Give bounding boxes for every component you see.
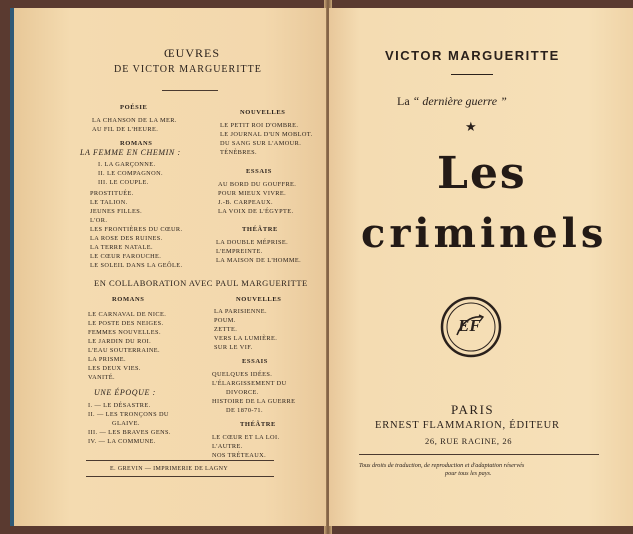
list-item: III. — LES BRAVES GENS.	[88, 429, 171, 436]
rights-line-2: pour tous les pays.	[445, 470, 492, 477]
list-item: I. LA GARÇONNE.	[98, 161, 156, 168]
left-page	[10, 8, 326, 526]
printer-rule	[86, 460, 274, 461]
list-item: LE PETIT ROI D'OMBRE.	[220, 122, 299, 129]
works-subheading: DE VICTOR MARGUERITTE	[114, 64, 262, 75]
title-line-2: criminels	[361, 210, 608, 257]
list-item: JEUNES FILLES.	[90, 208, 143, 215]
list-item: LA ROSE DES RUINES.	[90, 235, 163, 242]
list-item: LES DEUX VIES.	[88, 365, 141, 372]
list-item: PROSTITUÉE.	[90, 190, 134, 197]
right-page	[329, 8, 633, 526]
list-item: POUR MIEUX VIVRE.	[218, 190, 287, 197]
list-item: II. — LES TRONÇONS DU	[88, 411, 169, 418]
list-item: ZETTE.	[214, 326, 238, 333]
imprint-address: 26, RUE RACINE, 26	[425, 436, 513, 446]
title-line-1: Les	[437, 148, 527, 199]
list-item: TÉNÈBRES.	[220, 149, 258, 156]
list-item: LE CŒUR ET LA LOI.	[212, 434, 280, 441]
section-title: THÉÂTRE	[242, 226, 278, 233]
works-heading: ŒUVRES	[164, 46, 221, 60]
list-item: LA TERRE NATALE.	[90, 244, 153, 251]
list-item: SUR LE VIF.	[214, 344, 253, 351]
imprint-rule	[359, 454, 599, 455]
list-item: LA PARISIENNE.	[214, 308, 267, 315]
list-item: III. LE COUPLE.	[98, 179, 149, 186]
rights-line-1: Tous droits de traduction, de reproduction et d'adaptation réservés	[359, 462, 525, 469]
series-subtitle: LA FEMME EN CHEMIN :	[80, 148, 181, 157]
list-item: GLAIVE.	[112, 420, 140, 427]
list-item: DE 1870-71.	[226, 407, 263, 414]
list-item: VERS LA LUMIÈRE.	[214, 335, 278, 342]
list-item: QUELQUES IDÉES.	[212, 371, 273, 378]
list-item: LE JARDIN DU ROI.	[88, 338, 152, 345]
list-item: LE CŒUR FAROUCHE.	[90, 253, 162, 260]
imprint-publisher: ERNEST FLAMMARION, ÉDITEUR	[375, 420, 560, 431]
list-item: II. LE COMPAGNON.	[98, 170, 163, 177]
heading-rule	[162, 90, 218, 91]
list-item: I. — LE DÉSASTRE.	[88, 402, 151, 409]
list-item: J.-B. CARPEAUX.	[218, 199, 273, 206]
printer-line: E. GREVIN — IMPRIMERIE DE LAGNY	[110, 466, 229, 472]
section-title: POÉSIE	[120, 104, 148, 111]
list-item: LE SOLEIL DANS LA GEÔLE.	[90, 262, 183, 269]
section-title: NOUVELLES	[236, 296, 282, 303]
series-line	[397, 94, 507, 109]
list-item: LE TALION.	[90, 199, 128, 206]
list-item: AU BORD DU GOUFFRE.	[218, 181, 297, 188]
author-name: VICTOR MARGUERITTE	[385, 48, 560, 63]
list-item: LE CARNAVAL DE NICE.	[88, 311, 167, 318]
series-title: “ dernière guerre ”	[412, 94, 507, 108]
series-subtitle: UNE ÉPOQUE :	[94, 388, 156, 397]
section-title: THÉÂTRE	[240, 421, 276, 428]
list-item: L'EMPREINTE.	[216, 248, 263, 255]
collaboration-line: EN COLLABORATION AVEC PAUL MARGUERITTE	[94, 278, 308, 288]
list-item: DU SANG SUR L'AMOUR.	[220, 140, 302, 147]
section-title: ROMANS	[120, 140, 153, 147]
author-rule	[451, 74, 493, 75]
list-item: POUM.	[214, 317, 236, 324]
list-item: LE JOURNAL D'UN MOBLOT.	[220, 131, 313, 138]
list-item: LES FRONTIÈRES DU CŒUR.	[90, 226, 183, 233]
list-item: DIVORCE.	[226, 389, 259, 396]
list-item: LA CHANSON DE LA MER.	[92, 117, 177, 124]
list-item: HISTOIRE DE LA GUERRE	[212, 398, 296, 405]
imprint-city: PARIS	[451, 402, 495, 417]
list-item: L'EAU SOUTERRAINE.	[88, 347, 160, 354]
section-title: ESSAIS	[242, 358, 269, 365]
list-item: LE POSTE DES NEIGES.	[88, 320, 164, 327]
list-item: IV. — LA COMMUNE.	[88, 438, 156, 445]
list-item: L'AUTRE.	[212, 443, 243, 450]
list-item: L'ÉLARGISSEMENT DU	[212, 380, 287, 387]
list-item: LA VOIX DE L'ÉGYPTE.	[218, 208, 294, 215]
list-item: VANITÉ.	[88, 374, 115, 381]
printer-rule-bottom	[86, 476, 274, 477]
list-item: AU FIL DE L'HEURE.	[92, 126, 159, 133]
emblem-monogram: EF	[458, 316, 481, 335]
list-item: LA DOUBLE MÉPRISE.	[216, 239, 289, 246]
section-title: NOUVELLES	[240, 109, 286, 116]
list-item: NOS TRÉTEAUX.	[212, 452, 267, 459]
star-ornament: ★	[465, 119, 477, 134]
list-item: FEMMES NOUVELLES.	[88, 329, 161, 336]
list-item: LA PRISME.	[88, 356, 126, 363]
section-title: ROMANS	[112, 296, 145, 303]
list-item: L'OR.	[90, 217, 108, 224]
series-prefix: La	[397, 94, 410, 108]
list-item: LA MAISON DE L'HOMME.	[216, 257, 302, 264]
section-title: ESSAIS	[246, 168, 273, 175]
